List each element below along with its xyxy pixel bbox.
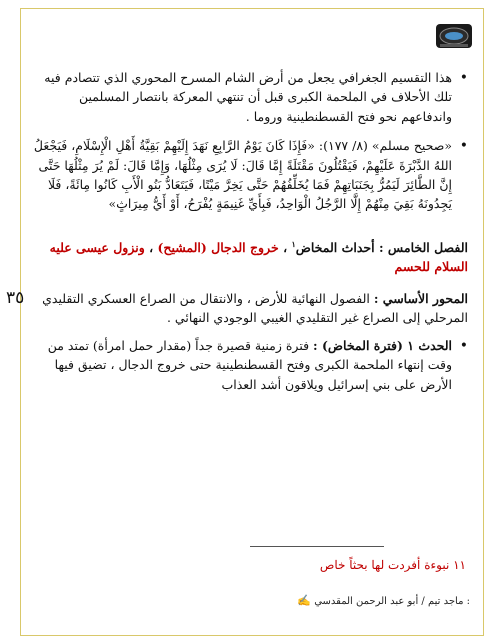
document-body (30, 68, 468, 404)
axis-label: المحور الأساسي : (373, 291, 468, 307)
event-1-title: الحدث ١ (فترة المخاض) : (313, 337, 452, 353)
event-1-text: فترة زمنية قصيرة جداً (مقدار حمل امرأة) تمتد من وقت إنتهاء الملحمة الكبرى وفتح القسطنطينية حتى خروج الدجال ، تضيق فيها الأرض على بني إسرائيل ويلاقون أشد العذاب (47, 337, 452, 392)
chapter-heading (30, 238, 468, 277)
page-number: ٣٥ (6, 288, 25, 308)
chapter-red-isa: ونزول عيسى عليه السلام للحسم (49, 239, 468, 275)
pen-check-icon: ✍ (297, 594, 312, 607)
footnote: ١١ نبوءة أفردت لها بحثاً خاص (319, 558, 466, 572)
separator: ، (278, 239, 292, 255)
chapter-title: الفصل الخامس : أحداث المخاض (295, 239, 468, 255)
tv-screen-icon (434, 22, 474, 50)
bullet-paragraph-2-hadith: • «صحيح مسلم» (٨/ ١٧٧): «فَإِذَا كَانَ يَوْمُ الرَّابِعِ نَهَدَ إِلَيْهِمْ بَقِيَّةُ أَهْلِ الْإِسْلَامِ، فَيَجْعَلُ اللهُ الدَّبْرَةَ عَلَيْهِمْ، فَيَقْتُلُونَ مَقْتَلَةً إِمَّا قَالَ: لَا يُرَى مِثْلُهَا، وَإِمَّا قَالَ: لَمْ يُرَ مِثْلُهَا حَتَّى إِنَّ الطَّائِرَ لَيَمُرُّ بِجَنَبَاتِهِمْ فَمَا يُخَلِّفُهُمْ حَتَّى يَخِرَّ مَيْتًا، فَيَتَعَادُّ بَنُو الْأَبِ كَانُوا مِائَةً، فَلَا يَجِدُونَهُ بَقِيَ مِنْهُمْ إِلَّا الرَّجُلُ الْوَاحِدُ، فَبِأَيِّ غَنِيمَةٍ يُفْرَحُ، أَوْ أَيُّ مِيرَاثٍ» (30, 136, 468, 214)
main-axis (30, 289, 468, 328)
footnote-reference: ١ (291, 238, 296, 249)
axis-text: الفصول النهائية للأرض ، والانتقال من الصراع العسكري التقليدي المرحلي إلى الصراع غير التقليدي الغيبي الوجودي النهائي . (42, 291, 468, 326)
footnote-divider (250, 546, 384, 547)
event-1 (30, 336, 468, 394)
bullet-paragraph-1: • هذا التقسيم الجغرافي يجعل من أرض الشام المسرح المحوري الذي تتصادم فيه تلك الأحلاف في الملحمة الكبرى قبل أن تنتهي المعركة بانتصار المسلمين واندفاعهم نحو فتح القسطنطينية وروما . (30, 68, 468, 126)
author-signature (170, 594, 470, 607)
signature-text: : ماجد تيم / أبو عبد الرحمن المقدسي (314, 596, 470, 607)
chapter-red-dajjal: خروج الدجال (المشيح) (157, 239, 279, 255)
separator: ، (144, 239, 158, 255)
